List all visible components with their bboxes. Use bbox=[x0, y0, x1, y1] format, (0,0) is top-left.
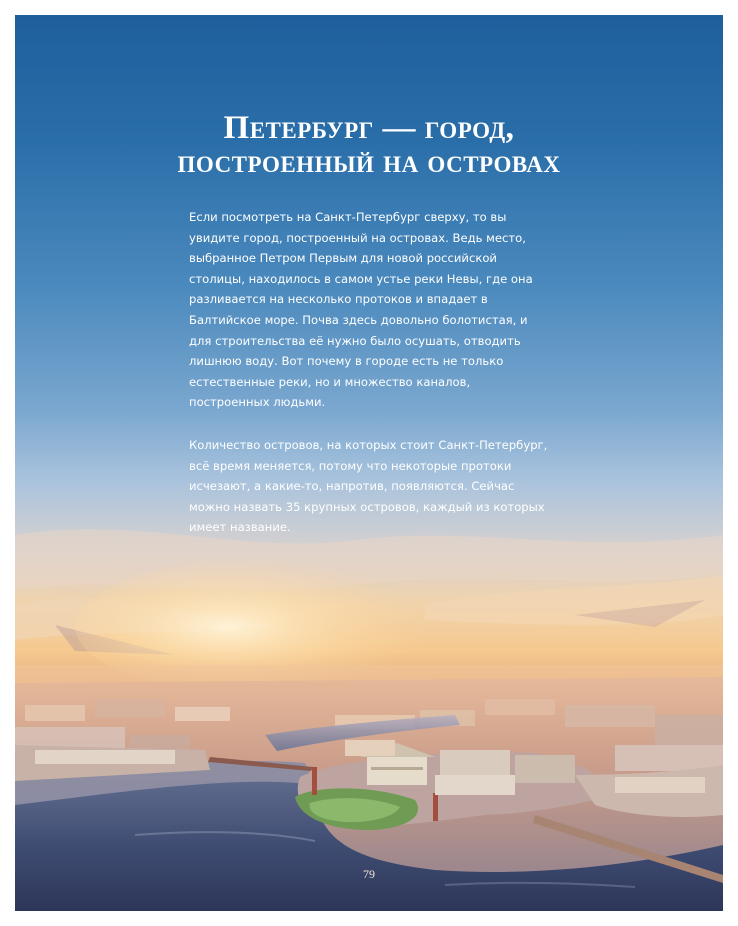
book-page bbox=[15, 15, 723, 911]
title-line-1: Петербург — город, bbox=[223, 110, 515, 146]
page-number: 79 bbox=[363, 867, 375, 881]
title-line-2: построенный на островах bbox=[177, 144, 561, 180]
paragraph-1: Если посмотреть на Санкт-Петербург сверху, то вы увидите город, построенный на островах. Ведь место, выбранное Петром Первым для новой российской столицы, находилось в самом устье реки Невы, где она разливается на несколько протоков и впадает в Балтийское море. Почва здесь довольно болотистая, и для строительства её нужно было осушать, отводить лишнюю воду. Вот почему в городе есть не только естественные реки, но и множество каналов, построенных людьми. bbox=[189, 210, 533, 410]
body-text bbox=[189, 207, 549, 560]
paragraph-2: Количество островов, на которых стоит Санкт-Петербург, всё время меняется, потому что некоторые протоки исчезают, а какие-то, напротив, появляются. Сейчас можно назвать 35 крупных островов, каждый из которых имеет название. bbox=[189, 437, 548, 535]
page-title bbox=[15, 111, 723, 179]
